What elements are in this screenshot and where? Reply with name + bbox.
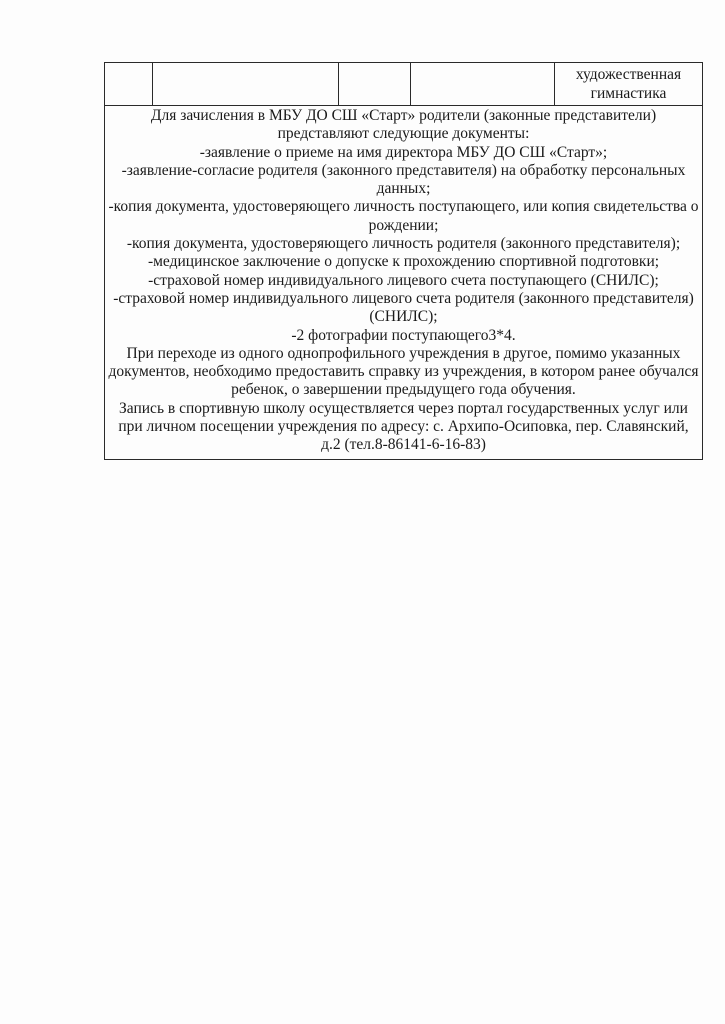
table-cell-empty-4 — [411, 63, 555, 106]
sport-name-line: художественная — [575, 66, 682, 83]
transfer-paragraph: При переходе из одного однопрофильного учреждения в другое, помимо указанных документов, необходимо предоставить справку из учреждения, в котором ранее обучался ребенок, о завершении предыдущего года обучения. — [108, 344, 699, 399]
document-list-item: -страховой номер индивидуального лицевого счета родителя (законного представителя) (СНИЛС); — [113, 289, 694, 326]
document-list-item: -копия документа, удостоверяющего личность родителя (законного представителя); — [126, 235, 681, 253]
document-list-item: -заявление-согласие родителя (законного представителя) на обработку персональных данных; — [121, 161, 686, 198]
enrollment-paragraph: Запись в спортивную школу осуществляется через портал государственных услуг или при личном посещении учреждения по адресу: с. Архипо-Осиповка, пер. Славянский, д.2 (тел.8-86141-6-16-83) — [118, 399, 689, 454]
table-cell-empty-1 — [105, 63, 153, 106]
sport-name-cell — [555, 63, 703, 106]
document-list-item: -заявление о приеме на имя директора МБУ ДО СШ «Старт»; — [199, 143, 608, 161]
document-list-item: -страховой номер индивидуального лицевого счета поступающего (СНИЛС); — [148, 271, 659, 289]
document-list-item: -копия документа, удостоверяющего личность поступающего, или копия свидетельства о рождении; — [108, 198, 699, 234]
document-list-item: -2 фотографии поступающего3*4. — [291, 326, 516, 344]
table-row — [105, 63, 703, 106]
document-list-item: -медицинское заключение о допуске к прохождению спортивной подготовки; — [147, 253, 660, 271]
admission-table — [104, 62, 703, 460]
admission-info-cell — [105, 106, 703, 460]
table-row — [105, 106, 703, 460]
table-cell-empty-3 — [339, 63, 411, 106]
table-cell-empty-2 — [153, 63, 339, 106]
sport-name-line: гимнастика — [590, 85, 667, 102]
intro-paragraph: Для зачисления в МБУ ДО СШ «Старт» родители (законные представители) представляют следующие документы: — [150, 107, 657, 143]
